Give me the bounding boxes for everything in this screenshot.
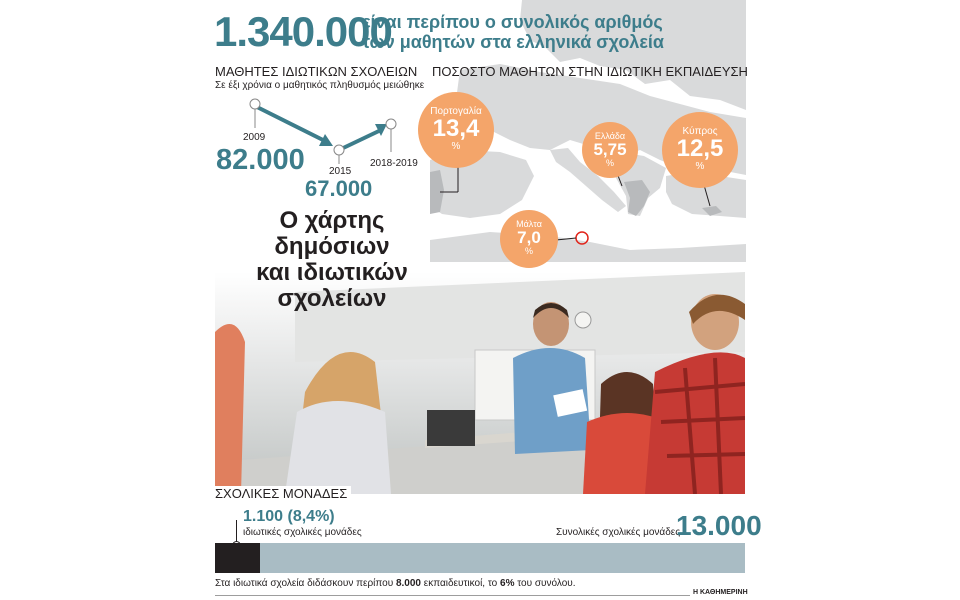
private-units-bar [215,543,260,573]
footnote-pct: 6% [500,578,515,589]
bubble-portugal-value: 13,4 [432,115,480,142]
bubble-portugal [418,92,494,168]
bubble-malta-value: 7,0 [517,228,541,247]
footnote-text-after: του συνόλου. [514,578,576,589]
bubble-malta [500,210,558,268]
total-students-number: 1.340.000 [214,8,392,55]
bubble-portugal-unit: % [451,141,461,152]
school-units-title: ΣΧΟΛΙΚΕΣ ΜΟΝΑΔΕΣ [215,486,351,501]
private-students-title: ΜΑΘΗΤΕΣ ΙΔΙΩΤΙΚΩΝ ΣΧΟΛΕΙΩΝ [215,64,418,79]
bubble-cyprus-unit: % [695,161,705,172]
footnote [215,578,576,589]
value-2009: 82.000 [216,144,305,176]
total-units-label: Συνολικές σχολικές μονάδες [556,527,681,538]
footnote-text-before: Στα ιδιωτικά σχολεία διδάσκουν περίπου [215,578,396,589]
bubble-portugal-name: Πορτογαλία [430,106,482,117]
year-2009: 2009 [243,132,266,143]
photo-title-line2: δημόσιων [274,233,390,260]
private-units-label: ιδιωτικές σχολικές μονάδες [243,527,362,538]
private-share-title: ΠΟΣΟΣΤΟ ΜΑΘΗΤΩΝ ΣΤΗΝ ΙΔΙΩΤΙΚΗ ΕΚΠΑΙΔΕΥΣΗ [432,64,748,79]
photo-title-line3: και ιδιωτικών [256,259,408,286]
bubble-cyprus-name: Κύπρος [682,126,718,137]
private-units-pct: (8,4%) [287,508,335,525]
bubble-malta-name: Μάλτα [516,219,542,229]
bubble-cyprus [662,112,738,188]
footnote-text-mid: εκπαιδευτικοί, το [420,578,501,589]
private-units-count: 1.100 [243,508,284,525]
footnote-teachers: 8.000 [395,578,421,589]
value-2015: 67.000 [305,176,373,201]
header-subtitle-line1: είναι περίπου ο συνολικός αριθμός [362,12,663,32]
bubble-greece [582,122,638,178]
bubble-greece-unit: % [605,158,614,168]
trend-point-2015 [334,145,344,164]
year-2018-2019: 2018-2019 [370,158,418,169]
footer-divider [215,595,745,596]
bubble-greece-name: Ελλάδα [594,131,626,141]
trend-point-2009 [250,99,260,128]
private-units-value [243,508,335,526]
year-2015: 2015 [329,166,352,177]
credit: Η ΚΑΘΗΜΕΡΙΝΗ [690,589,748,596]
photo-title-line1: Ο χάρτης [279,207,385,234]
total-units-value: 13.000 [676,510,762,541]
bubble-greece-value: 5,75 [593,140,627,159]
photo-title-line4: σχολείων [277,285,387,312]
bubble-malta-unit: % [524,246,533,256]
bubble-cyprus-value: 12,5 [676,135,724,162]
header-subtitle-line2: των μαθητών στα ελληνικά σχολεία [362,32,664,52]
photo-title [252,208,412,312]
total-units-bar [215,543,745,573]
private-students-subtitle: Σε έξι χρόνια ο μαθητικός πληθυσμός μειώθηκε [215,80,425,91]
trend-point-2018 [386,119,396,152]
